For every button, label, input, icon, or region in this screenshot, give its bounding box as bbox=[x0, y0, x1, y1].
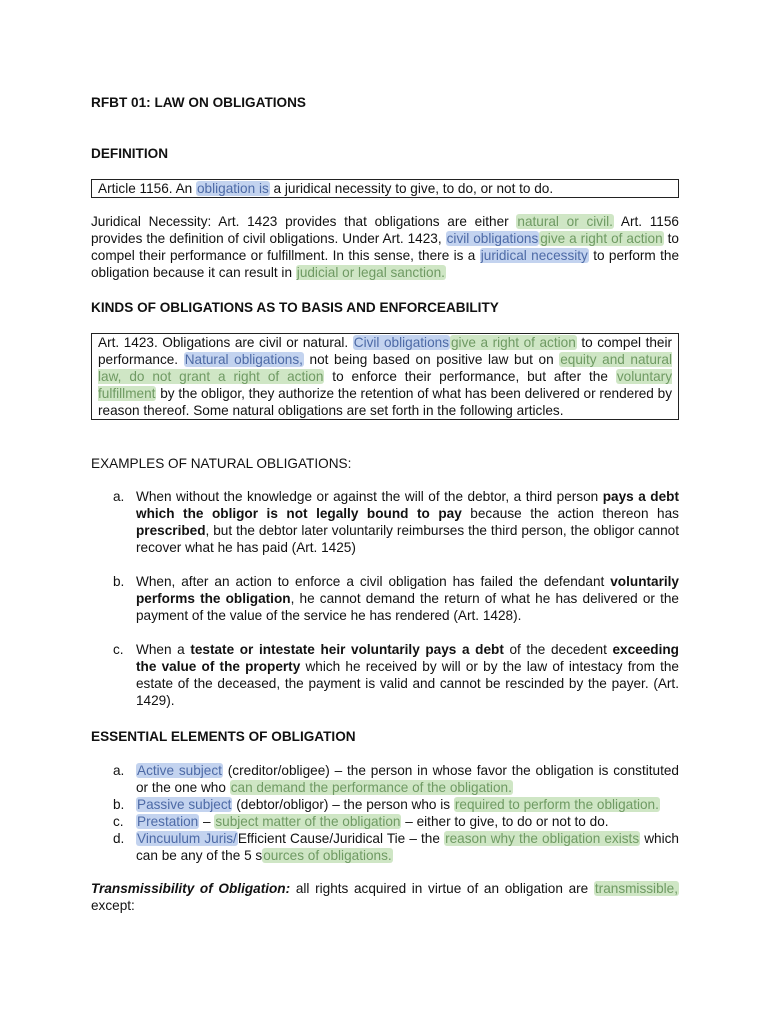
list-marker: c. bbox=[113, 814, 124, 829]
text: to compel their performance. bbox=[98, 335, 673, 367]
bold-text: pays a debt which the obligor is not legally bound to pay bbox=[136, 489, 679, 521]
text: which he received by will or by the law of intestacy from the estate of the deceased, the payment is valid and cannot be rescinded by the payer. (Art. 1429). bbox=[136, 659, 679, 708]
article-1423-box bbox=[91, 333, 679, 420]
text: (creditor/obligee) – the person in whose favor the obligation is constituted or the one who bbox=[136, 763, 679, 795]
highlight-blue: Vincuulum Juris/ bbox=[137, 831, 237, 846]
list-marker: c. bbox=[113, 642, 124, 657]
highlight-blue: Civil obligations bbox=[353, 335, 449, 350]
text: Art. 1156 provides the definition of civil obligations. Under Art. 1423, bbox=[91, 214, 679, 246]
highlight-green: reason why the obligation exists bbox=[445, 831, 640, 846]
text: except: bbox=[91, 898, 135, 913]
text: Art. 1423. Obligations are civil or natural. bbox=[98, 335, 353, 350]
list-item bbox=[91, 641, 679, 709]
highlight-green: natural or civil. bbox=[517, 214, 613, 229]
highlight-blue: juridical necessity bbox=[480, 248, 588, 263]
bold-text: voluntarily performs the obligation bbox=[136, 574, 679, 606]
highlight-blue: civil obligations bbox=[446, 231, 539, 246]
bold-text: testate or intestate heir voluntarily pays a debt bbox=[190, 642, 504, 657]
bold-text: prescribed bbox=[136, 523, 206, 538]
text: (debtor/obligor) – the person who is bbox=[232, 797, 454, 812]
text: When without the knowledge or against the will of the debtor, a third person bbox=[136, 489, 603, 504]
highlight-green: give a right of action bbox=[451, 335, 576, 350]
highlight-green: voluntary fulfillment bbox=[98, 369, 673, 401]
document-title: RFBT 01: LAW ON OBLIGATIONS bbox=[91, 95, 306, 110]
text: a juridical necessity to give, to do, or not to do. bbox=[269, 181, 554, 196]
highlight-green: give a right of action bbox=[540, 231, 663, 246]
highlight-blue: Active subject bbox=[137, 763, 222, 778]
text: not being based on positive law but on bbox=[303, 352, 560, 367]
examples-list bbox=[91, 488, 679, 709]
text: Juridical Necessity: Art. 1423 provides that obligations are either bbox=[91, 214, 517, 229]
text: all rights acquired in virtue of an obligation are bbox=[290, 881, 594, 896]
list-item bbox=[91, 573, 679, 624]
text: Efficient Cause/Juridical Tie – the bbox=[237, 831, 445, 846]
text: – either to give, to do or not to do. bbox=[401, 814, 609, 829]
list-item bbox=[91, 488, 679, 556]
text: to perform the obligation because it can result in bbox=[91, 248, 680, 280]
elements-heading: ESSENTIAL ELEMENTS OF OBLIGATION bbox=[91, 729, 356, 744]
transmissibility-paragraph bbox=[91, 880, 679, 914]
text: by the obligor, they authorize the retention of what has been delivered or rendered by reason thereof. Some natural obligations are set forth in the following articles. bbox=[98, 386, 672, 418]
text: because the action thereon has bbox=[461, 506, 679, 521]
highlight-green: can demand the performance of the obligation. bbox=[230, 780, 512, 795]
highlight-green: judicial or legal sanction. bbox=[296, 265, 445, 280]
text: , but the debtor later voluntarily reimburses the third person, the obligor cannot recover what he has paid (Art. 1425) bbox=[136, 523, 679, 555]
highlight-blue: Prestation bbox=[137, 814, 199, 829]
list-item bbox=[91, 813, 679, 830]
kinds-heading: KINDS OF OBLIGATIONS AS TO BASIS AND ENFORCEABILITY bbox=[91, 300, 499, 315]
list-marker: b. bbox=[113, 574, 125, 589]
list-marker: a. bbox=[113, 489, 125, 504]
highlight-green: transmissible, bbox=[594, 881, 678, 896]
definition-heading: DEFINITION bbox=[91, 146, 169, 161]
text: When a bbox=[136, 642, 191, 657]
article-1156-box bbox=[91, 179, 679, 198]
highlight-green: subject matter of the obligation bbox=[215, 814, 401, 829]
text: – bbox=[199, 814, 215, 829]
list-item bbox=[91, 830, 679, 864]
text: , he cannot demand the return of what he has delivered or the payment of the value of the service he has rendered (Art. 1428). bbox=[136, 591, 679, 623]
list-item bbox=[91, 762, 679, 796]
highlight-blue: Natural obligations, bbox=[184, 352, 303, 367]
elements-list bbox=[91, 762, 679, 864]
list-marker: a. bbox=[113, 763, 125, 778]
bold-text: exceeding the value of the property bbox=[136, 642, 679, 674]
highlight-green: equity and natural law, do not grant a right of action bbox=[98, 352, 672, 384]
text: of the decedent bbox=[503, 642, 613, 657]
highlight-green: required to perform the obligation. bbox=[454, 797, 659, 812]
text: which can be any of the 5 s bbox=[136, 831, 679, 863]
highlight-green: ources of obligations. bbox=[263, 848, 392, 863]
list-marker: d. bbox=[113, 831, 125, 846]
text: to enforce their performance, but after the bbox=[324, 369, 616, 384]
examples-heading: EXAMPLES OF NATURAL OBLIGATIONS: bbox=[91, 456, 352, 471]
text: Article 1156. An bbox=[98, 181, 196, 196]
list-item bbox=[91, 796, 679, 813]
list-marker: b. bbox=[113, 797, 125, 812]
text: When, after an action to enforce a civil obligation has failed the defendant bbox=[136, 574, 611, 589]
highlight-blue: obligation is bbox=[196, 181, 269, 196]
transmissibility-label: Transmissibility of Obligation: bbox=[91, 881, 291, 896]
highlight-blue: Passive subject bbox=[137, 797, 232, 812]
juridical-necessity-paragraph bbox=[91, 213, 679, 281]
text: to compel their performance or fulfillment. In this sense, there is a bbox=[91, 231, 679, 263]
